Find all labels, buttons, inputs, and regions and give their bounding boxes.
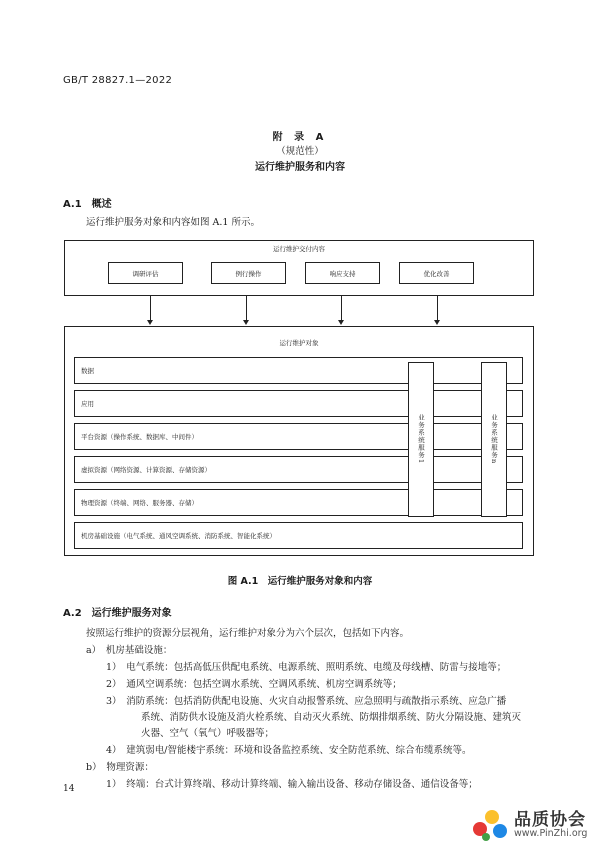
action-routine-operation: 例行操作 [211, 262, 286, 284]
section-a2-intro: 按照运行维护的资源分层视角，运行维护对象分为六个层次，包括如下内容。 [86, 628, 410, 639]
layer-physical: 物理资源（终端、网络、服务器、存储） [74, 489, 523, 516]
figure-caption: 图 A.1 运行维护服务对象和内容 [227, 576, 373, 587]
standard-number: GB/T 28827.1—2022 [63, 75, 173, 86]
action-research-evaluation: 调研评估 [108, 262, 183, 284]
list-item-b: b） 物理资源： [86, 762, 154, 773]
business-service-1-label: 业务系统服务1 [417, 414, 425, 465]
delivery-content-title: 运行维护交付内容 [273, 245, 325, 253]
list-item-a3: 3） 消防系统：包括消防供配电设施、火灾自动报警系统、应急照明与疏散指示系统、应急广播 [106, 696, 507, 707]
section-a2-heading: A.2 运行维护服务对象 [63, 608, 172, 619]
business-service-column-n [481, 362, 507, 517]
business-service-column-1 [408, 362, 434, 517]
appendix-title: 运行维护服务和内容 [255, 162, 345, 173]
action-optimization: 优化改善 [399, 262, 474, 284]
list-item-a3-cont1: 系统、消防供水设施及消火栓系统、自动灭火系统、防烟排烟系统、防火分隔设施、建筑灭 [141, 712, 522, 723]
arrow-down-4 [437, 296, 438, 321]
arrow-down-2 [246, 296, 247, 321]
list-item-a: a） 机房基础设施： [86, 645, 173, 656]
layer-data: 数据 [74, 357, 523, 384]
action-response-support: 响应支持 [305, 262, 380, 284]
watermark-url: www.PinZhi.org [514, 828, 588, 839]
arrow-down-1 [150, 296, 151, 321]
layer-virtual: 虚拟资源（网络资源、计算资源、存储资源） [74, 456, 523, 483]
list-item-a2: 2） 通风空调系统：包括空调水系统、空调风系统、机房空调系统等； [106, 679, 402, 690]
list-item-a4: 4） 建筑弱电/智能楼宇系统：环境和设备监控系统、安全防范系统、综合布缆系统等。 [106, 745, 472, 756]
section-a1-body: 运行维护服务对象和内容如图 A.1 所示。 [86, 217, 260, 228]
list-item-b1: 1） 终端：台式计算终端、移动计算终端、输入输出设备、移动存储设备、通信设备等； [106, 779, 478, 790]
om-object-title: 运行维护对象 [279, 339, 319, 347]
layer-platform: 平台资源（操作系统、数据库、中间件） [74, 423, 523, 450]
page-number: 14 [63, 784, 75, 794]
layer-infrastructure: 机房基础设施（电气系统、通风空调系统、消防系统、智能化系统） [74, 522, 523, 549]
arrow-down-3 [341, 296, 342, 321]
list-item-a3-cont2: 火器、空气（氧气）呼吸器等； [141, 728, 275, 739]
appendix-label: 附 录 A [272, 132, 328, 143]
watermark [470, 803, 598, 845]
business-service-n-label: 业务系统服务n [490, 414, 498, 465]
watermark-name: 品质协会 [514, 810, 586, 830]
pinzhi-logo-icon [470, 803, 512, 845]
list-item-a1: 1） 电气系统：包括高低压供配电系统、电源系统、照明系统、电缆及母线槽、防雷与接地等； [106, 662, 507, 673]
section-a1-heading: A.1 概述 [63, 199, 112, 210]
appendix-nature: （规范性） [276, 146, 324, 157]
layer-application: 应用 [74, 390, 523, 417]
